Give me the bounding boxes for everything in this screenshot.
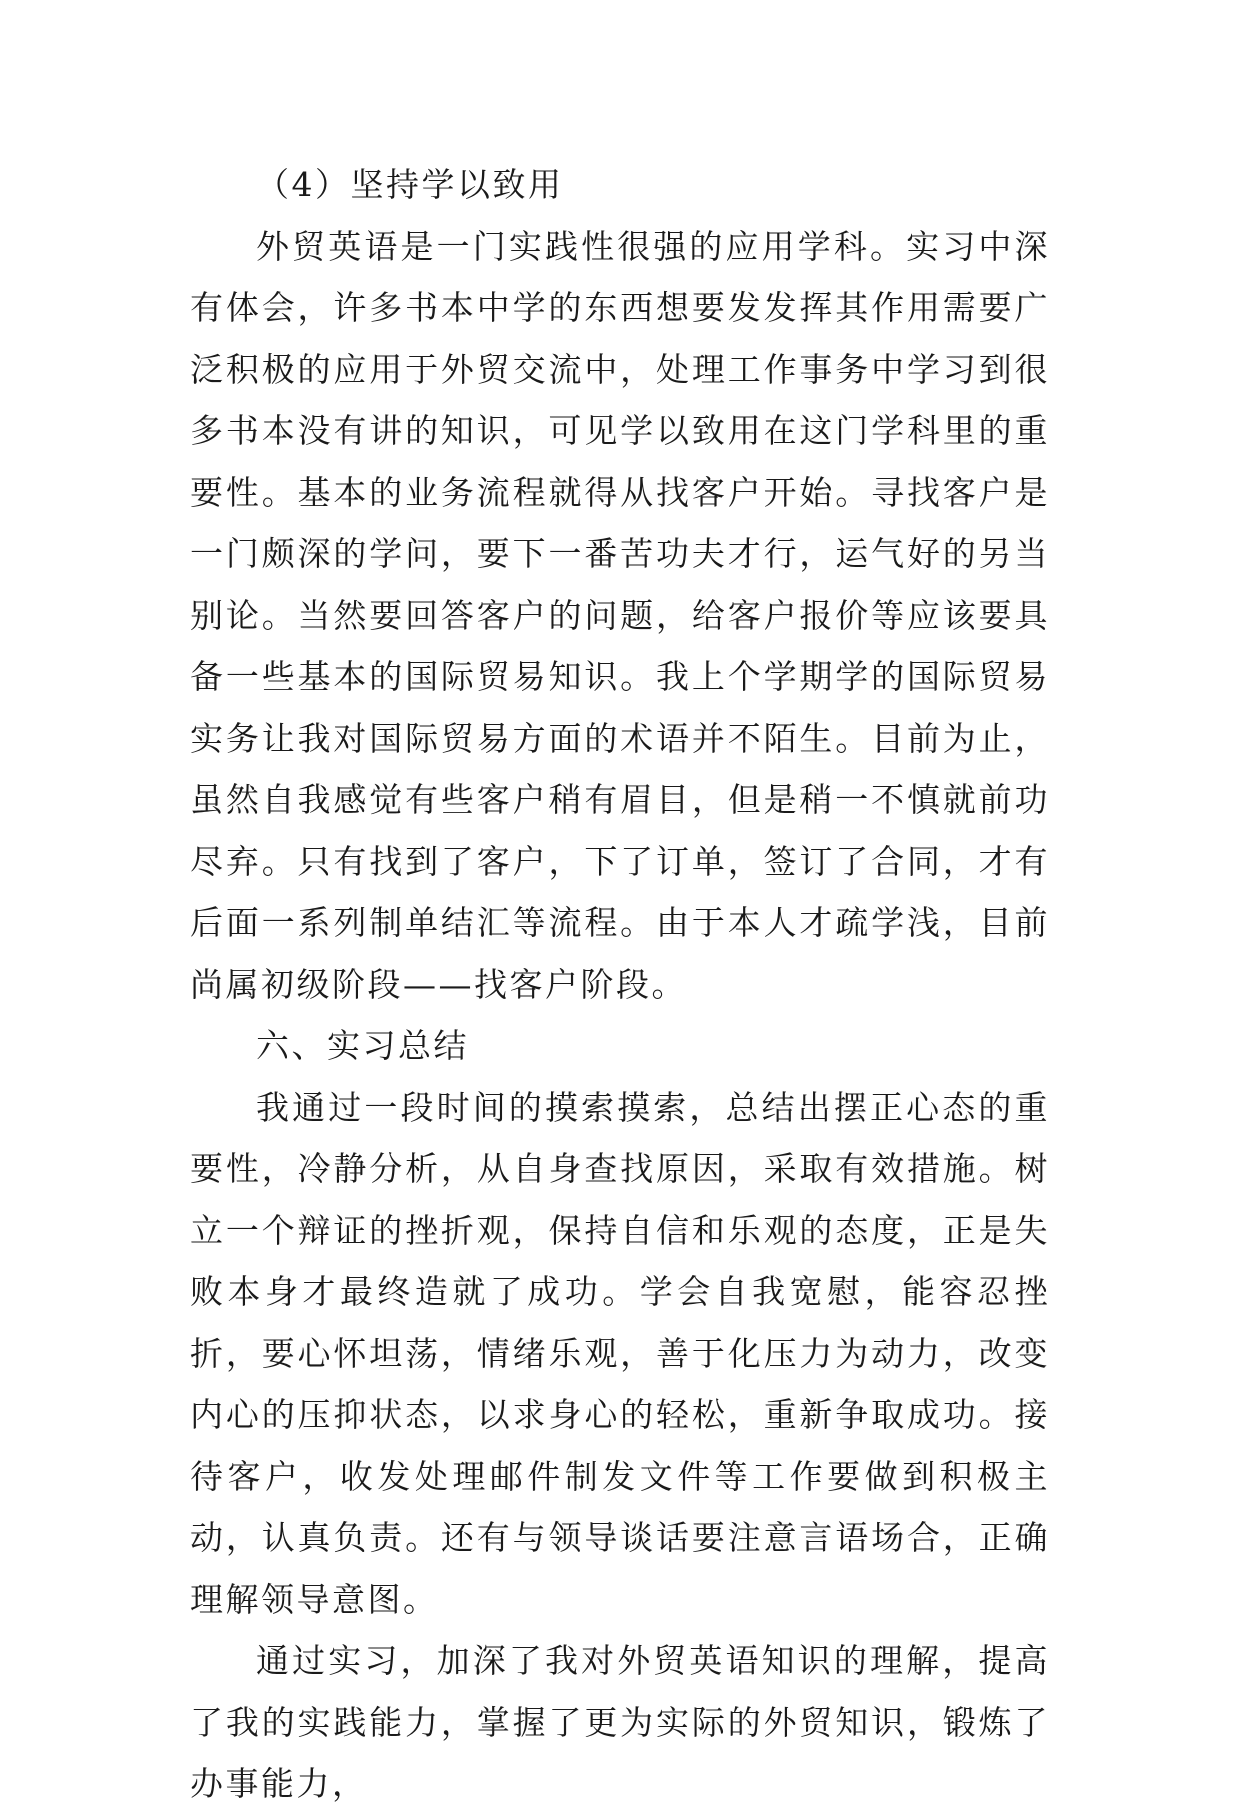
paragraph-internship-gains: 通过实习，加深了我对外贸英语知识的理解，提高了我的实践能力，掌握了更为实际的外贸知识，锻炼了办事能力， — [190, 1641, 1050, 1803]
section-heading-4: （4）坚持学以致用 — [256, 165, 564, 204]
paragraph-internship-summary: 我通过一段时间的摸索摸索，总结出摆正心态的重要性，冷静分析，从自身查找原因，采取有效措施。树立一个辩证的挫折观，保持自信和乐观的态度，正是失败本身才最终造就了成功。学会自我宽慰，能容忍挫折，要心怀坦荡，情绪乐观，善于化压力为动力，改变内心的压抑状态，以求身心的轻松，重新争取成功。接待客户，收发处理邮件制发文件等工作要做到积极主动，认真负责。还有与领导谈话要注意言语场合，正确理解领导意图。 — [190, 1087, 1050, 1619]
paragraph-apply-learning: 外贸英语是一门实践性很强的应用学科。实习中深有体会，许多书本中学的东西想要发发挥其作用需要广泛积极的应用于外贸交流中，处理工作事务中学习到很多书本没有讲的知识，可见学以致用在这门学科里的重要性。基本的业务流程就得从找客户开始。寻找客户是一门颇深的学问，要下一番苦功夫才行，运气好的另当别论。当然要回答客户的问题，给客户报价等应该要具备一些基本的国际贸易知识。我上个学期学的国际贸易实务让我对国际贸易方面的术语并不陌生。目前为止，虽然自我感觉有些客户稍有眉目，但是稍一不慎就前功尽弃。只有找到了客户，下了订单，签订了合同，才有后面一系列制单结汇等流程。由于本人才疏学浅，目前尚属初级阶段——找客户阶段。 — [190, 226, 1050, 1004]
document-body — [190, 154, 1050, 1815]
section-heading-6: 六、实习总结 — [256, 1026, 469, 1065]
